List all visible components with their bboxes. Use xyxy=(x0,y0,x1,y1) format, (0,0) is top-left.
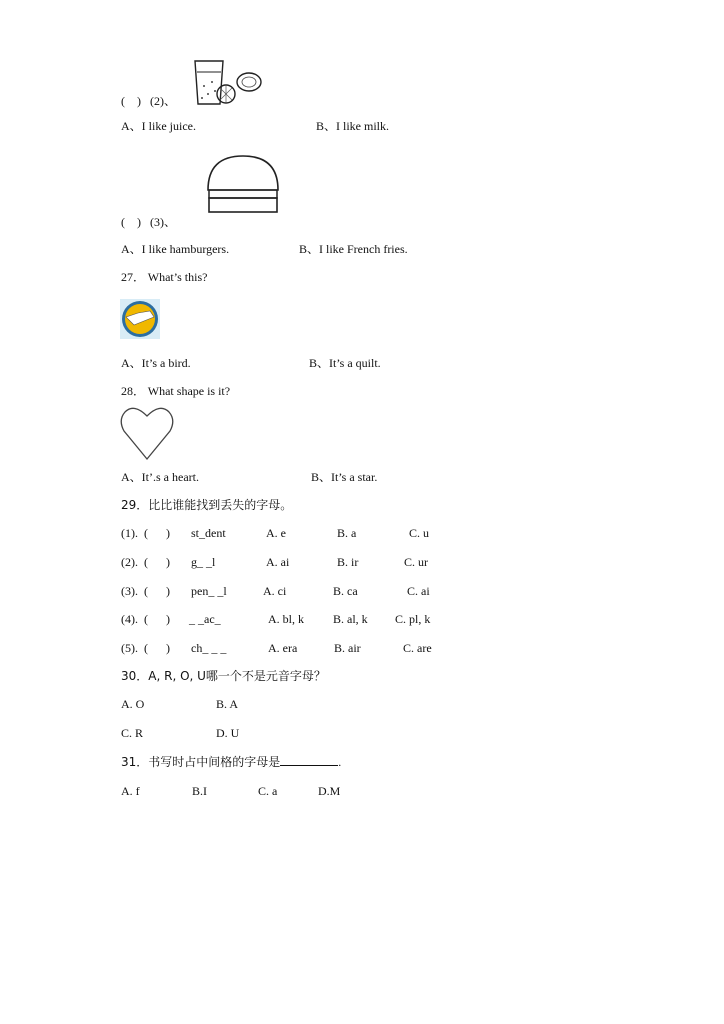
option-a: A、I like juice. xyxy=(121,119,196,133)
option-a: A、It’s a bird. xyxy=(121,356,191,370)
question-29-stem: 29．比比谁能找到丢失的字母。 xyxy=(121,498,293,512)
answer-paren: ( ) xyxy=(121,215,141,229)
answer-paren: ( ) xyxy=(121,94,141,108)
option-a: A、It’.s a heart. xyxy=(121,470,199,484)
option-c: C. a xyxy=(258,784,278,798)
answer-blank xyxy=(280,753,338,766)
option-d: D.M xyxy=(318,784,341,798)
question-31-stem: 31．书写时占中间格的字母是 xyxy=(121,755,281,769)
option-b: B.I xyxy=(192,784,207,798)
item-label: (2)、 xyxy=(150,94,176,108)
option-c: C. R xyxy=(121,726,144,740)
question-30-stem: 30．A, R, O, U哪一个不是元音字母？ xyxy=(121,669,326,683)
option-b: B、It’s a star. xyxy=(311,470,378,484)
question-27-stem: 27． What’s this? xyxy=(121,270,208,284)
option-b: B、It’s a quilt. xyxy=(309,356,381,370)
option-b: B、I like French fries. xyxy=(299,242,408,256)
option-b: B. A xyxy=(216,697,239,711)
question-28-stem: 28． What shape is it? xyxy=(121,384,231,398)
bird-badge-icon xyxy=(120,299,160,339)
hamburger-icon xyxy=(205,150,281,216)
option-a: A. f xyxy=(121,784,140,798)
heart-outline-icon xyxy=(120,405,174,461)
option-a: A. O xyxy=(121,697,145,711)
option-a: A、I like hamburgers. xyxy=(121,242,230,256)
option-b: B、I like milk. xyxy=(316,119,389,133)
juice-and-oranges-icon xyxy=(190,58,270,108)
item-label: (3)、 xyxy=(150,215,176,229)
option-d: D. U xyxy=(216,726,240,740)
